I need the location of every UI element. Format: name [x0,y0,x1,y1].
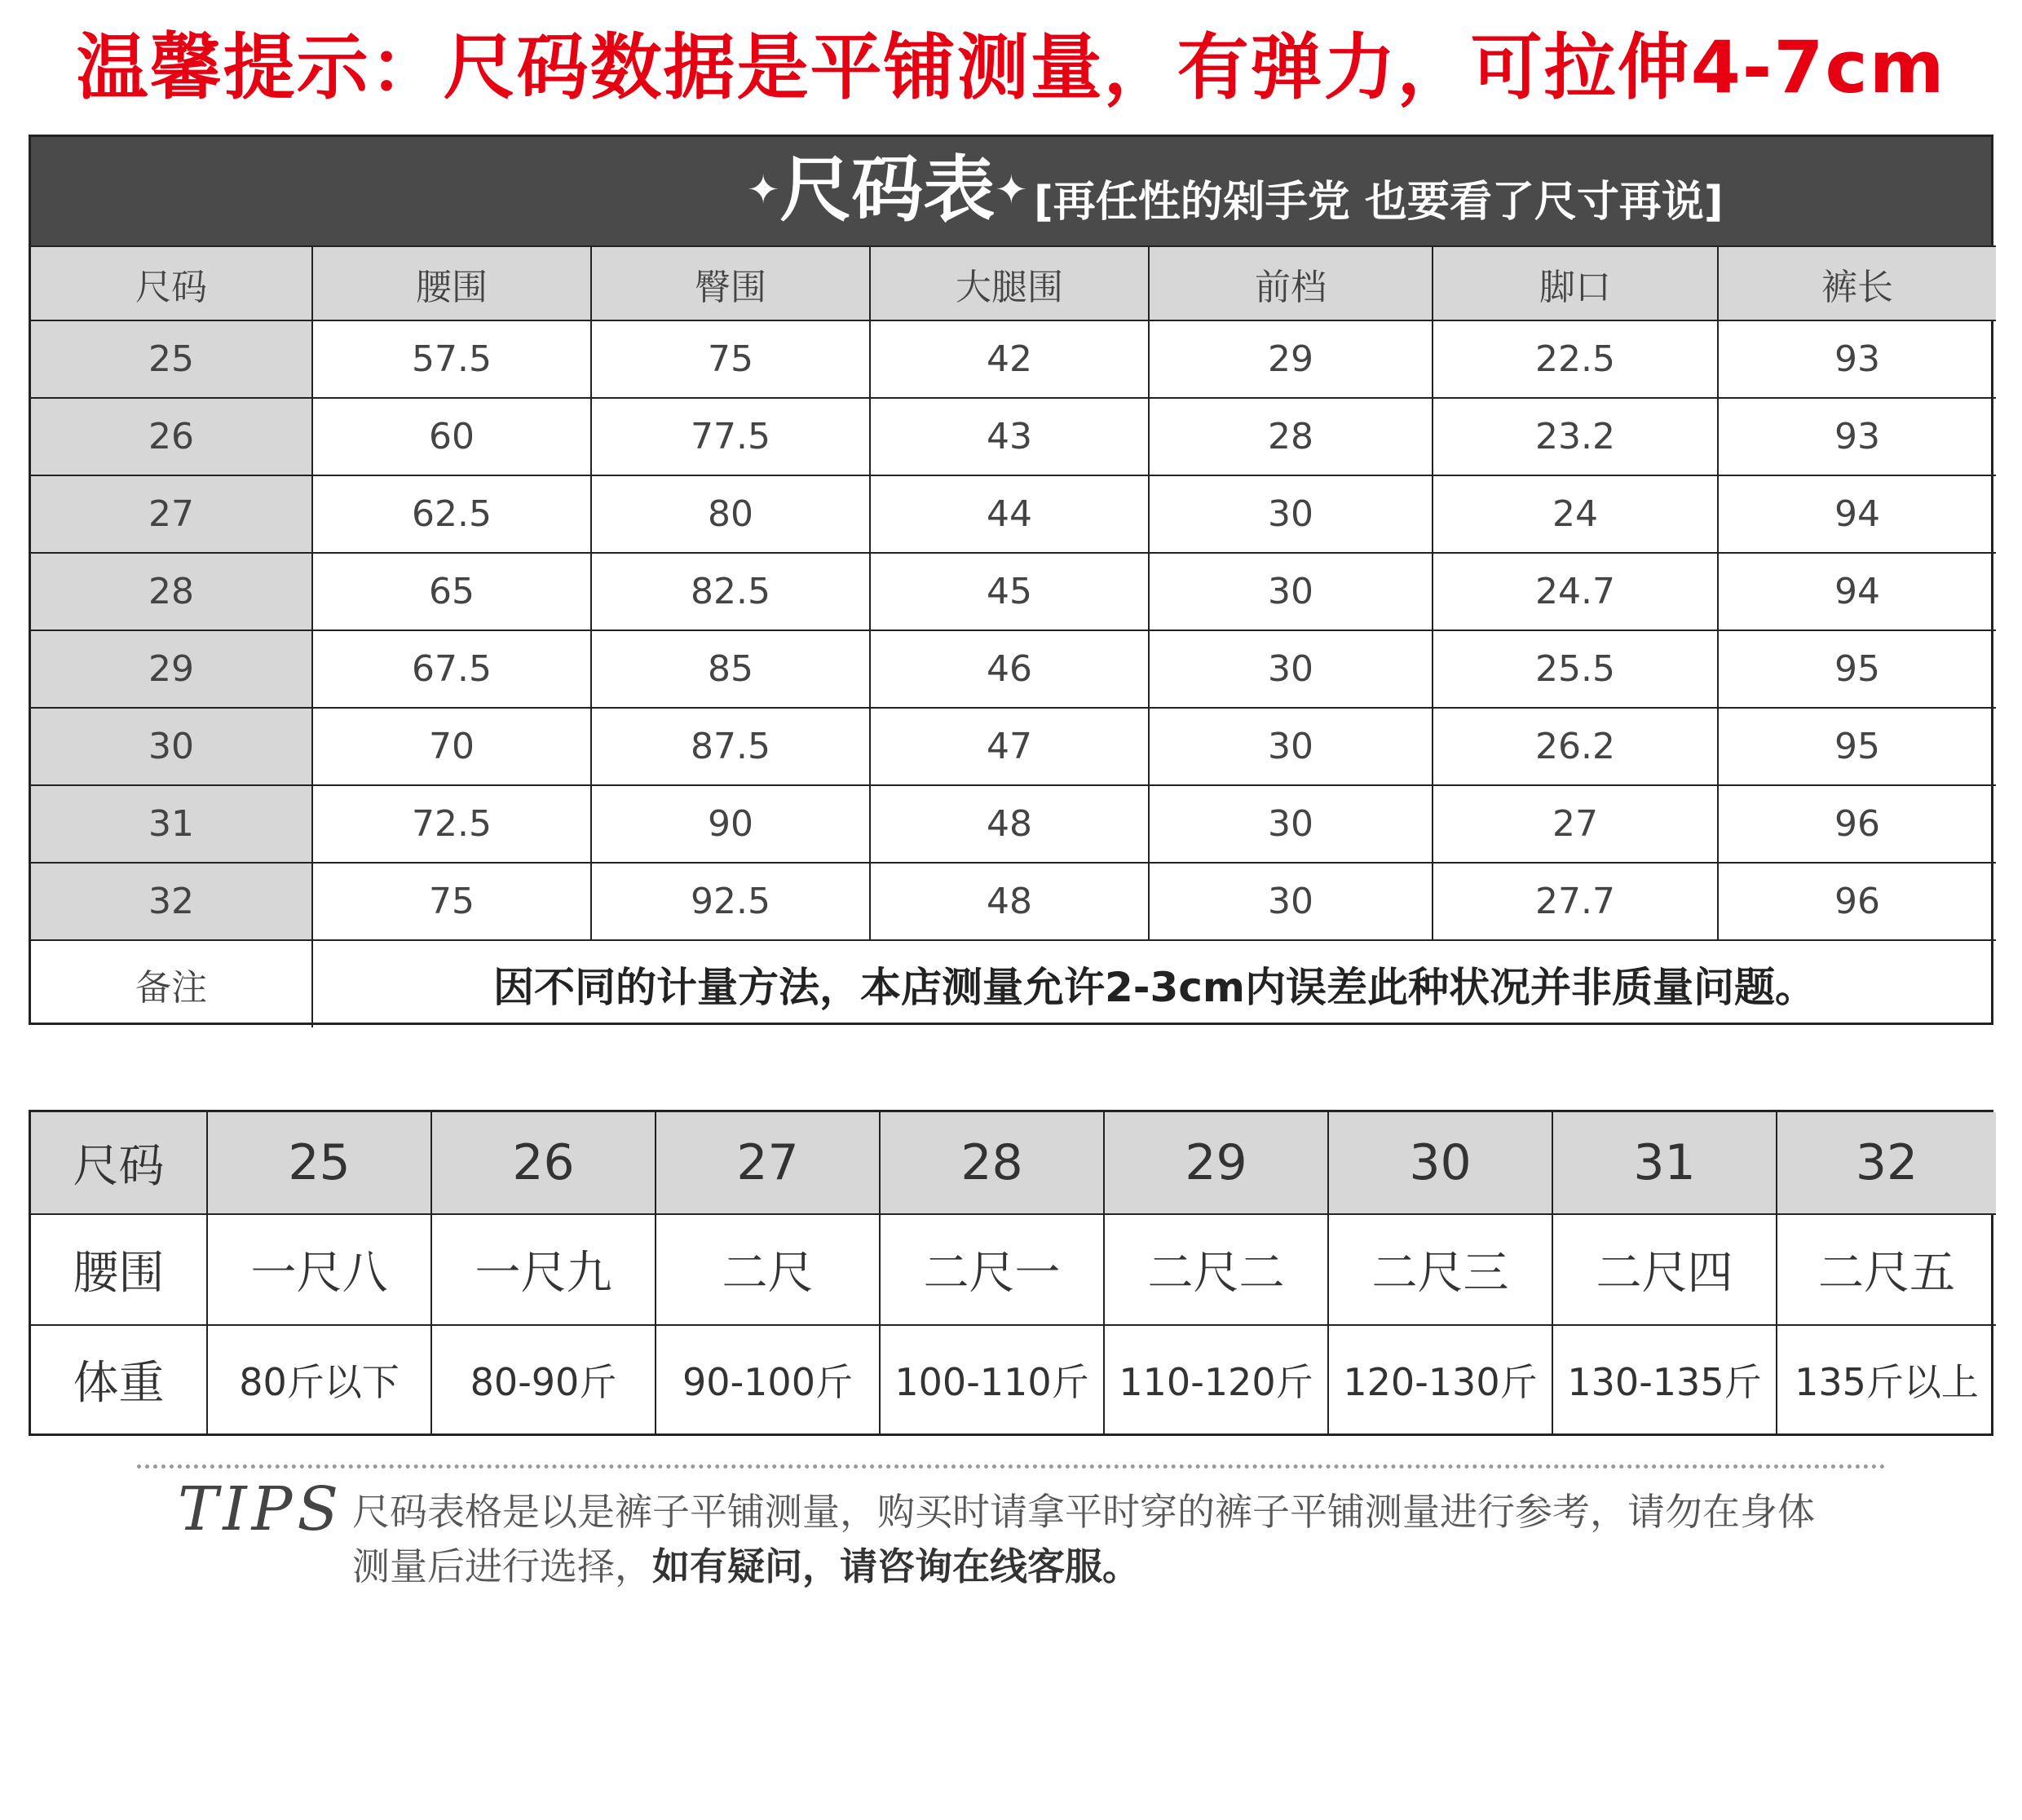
table-cell: 26.2 [1433,707,1719,784]
header-cell: 脚口 [1433,245,1719,320]
table-cell: 80 [592,475,871,552]
header-cell: 腰围 [313,245,592,320]
table-cell: 30 [1150,862,1433,939]
table-cell: 30 [1150,629,1433,707]
table-cell: 77.5 [592,397,871,475]
size-chart-subtitle: [再任性的剁手党 也要看了尺寸再说] [1034,178,1724,227]
size-chart-grid [31,245,1991,1027]
weight-size-cell: 32 [1777,1112,1996,1215]
table-cell: 27.7 [1433,862,1719,939]
notice-banner: 温馨提示：尺码数据是平铺测量，有弹力，可拉伸4-7cm [76,25,1946,109]
weight-size-cell: 26 [432,1112,656,1215]
table-cell: 30 [1150,475,1433,552]
weight-size-cell: 27 [656,1112,881,1215]
table-cell: 94 [1719,475,1996,552]
remark-label: 备注 [31,939,313,1027]
weight-waist-cell: 二尺二 [1105,1215,1329,1326]
size-cell: 30 [31,707,313,784]
tips-text-bold: 如有疑问，请咨询在线客服。 [652,1544,1140,1588]
remark-text: 因不同的计量方法，本店测量允许2-3cm内误差此种状况并非质量问题。 [313,939,1996,1027]
weight-waist-cell: 一尺九 [432,1215,656,1326]
table-cell: 72.5 [313,784,592,862]
table-cell: 94 [1719,552,1996,629]
table-cell: 60 [313,397,592,475]
weight-value-cell: 130-135斤 [1553,1326,1777,1433]
table-cell: 48 [871,784,1150,862]
sparkle-left-icon: ✦ [747,167,780,213]
table-cell: 95 [1719,629,1996,707]
size-cell: 31 [31,784,313,862]
table-cell: 92.5 [592,862,871,939]
tips-text-line2 [352,1537,1140,1591]
weight-waist-cell: 二尺 [656,1215,881,1326]
size-cell: 29 [31,629,313,707]
table-cell: 62.5 [313,475,592,552]
weight-waist-cell: 二尺四 [1553,1215,1777,1326]
table-cell: 47 [871,707,1150,784]
table-cell: 28 [1150,397,1433,475]
table-cell: 96 [1719,784,1996,862]
table-cell: 30 [1150,784,1433,862]
weight-waist-cell: 二尺一 [881,1215,1105,1326]
header-cell: 大腿围 [871,245,1150,320]
weight-value-cell: 120-130斤 [1329,1326,1553,1433]
size-chart-title: ✦尺码表✦ [747,148,1028,232]
table-cell: 85 [592,629,871,707]
table-cell: 75 [313,862,592,939]
table-cell: 87.5 [592,707,871,784]
size-chart-table [29,135,1993,1025]
weight-value-cell: 90-100斤 [656,1326,881,1433]
weight-row-label: 尺码 [31,1112,208,1215]
header-cell: 尺码 [31,245,313,320]
table-cell: 57.5 [313,320,592,397]
table-cell: 45 [871,552,1150,629]
header-cell: 臀围 [592,245,871,320]
table-cell: 95 [1719,707,1996,784]
sparkle-right-icon: ✦ [995,167,1028,213]
dotted-divider [137,1464,1886,1469]
table-cell: 90 [592,784,871,862]
table-cell: 65 [313,552,592,629]
weight-row-label: 体重 [31,1326,208,1433]
table-cell: 30 [1150,707,1433,784]
table-cell: 93 [1719,320,1996,397]
table-cell: 29 [1150,320,1433,397]
table-cell: 44 [871,475,1150,552]
table-cell: 75 [592,320,871,397]
size-cell: 27 [31,475,313,552]
tips-text-normal: 测量后进行选择， [352,1544,652,1588]
table-cell: 43 [871,397,1150,475]
weight-value-cell: 100-110斤 [881,1326,1105,1433]
table-cell: 96 [1719,862,1996,939]
weight-waist-cell: 二尺三 [1329,1215,1553,1326]
table-cell: 93 [1719,397,1996,475]
size-cell: 28 [31,552,313,629]
size-cell: 32 [31,862,313,939]
header-cell: 裤长 [1719,245,1996,320]
weight-size-cell: 29 [1105,1112,1329,1215]
weight-row-label: 腰围 [31,1215,208,1326]
table-cell: 70 [313,707,592,784]
table-cell: 23.2 [1433,397,1719,475]
tips-text-line1: 尺码表格是以是裤子平铺测量，购买时请拿平时穿的裤子平铺测量进行参考，请勿在身体 [352,1490,1815,1534]
weight-value-cell: 80斤以下 [208,1326,432,1433]
header-cell: 前档 [1150,245,1433,320]
weight-value-cell: 80-90斤 [432,1326,656,1433]
table-cell: 27 [1433,784,1719,862]
weight-waist-cell: 二尺五 [1777,1215,1996,1326]
table-cell: 30 [1150,552,1433,629]
table-cell: 24.7 [1433,552,1719,629]
table-cell: 25.5 [1433,629,1719,707]
table-cell: 24 [1433,475,1719,552]
weight-size-cell: 25 [208,1112,432,1215]
weight-size-cell: 30 [1329,1112,1553,1215]
tips-label: TIPS [178,1474,344,1544]
size-cell: 25 [31,320,313,397]
table-cell: 46 [871,629,1150,707]
table-cell: 67.5 [313,629,592,707]
table-cell: 42 [871,320,1150,397]
weight-value-cell: 110-120斤 [1105,1326,1329,1433]
table-cell: 22.5 [1433,320,1719,397]
weight-value-cell: 135斤以上 [1795,1360,1979,1404]
weight-size-cell: 28 [881,1112,1105,1215]
size-cell: 26 [31,397,313,475]
weight-size-cell: 31 [1553,1112,1777,1215]
weight-waist-cell: 一尺八 [208,1215,432,1326]
table-cell: 82.5 [592,552,871,629]
weight-chart-table [29,1110,1993,1436]
size-chart-title-bar [31,137,1991,245]
table-cell: 48 [871,862,1150,939]
